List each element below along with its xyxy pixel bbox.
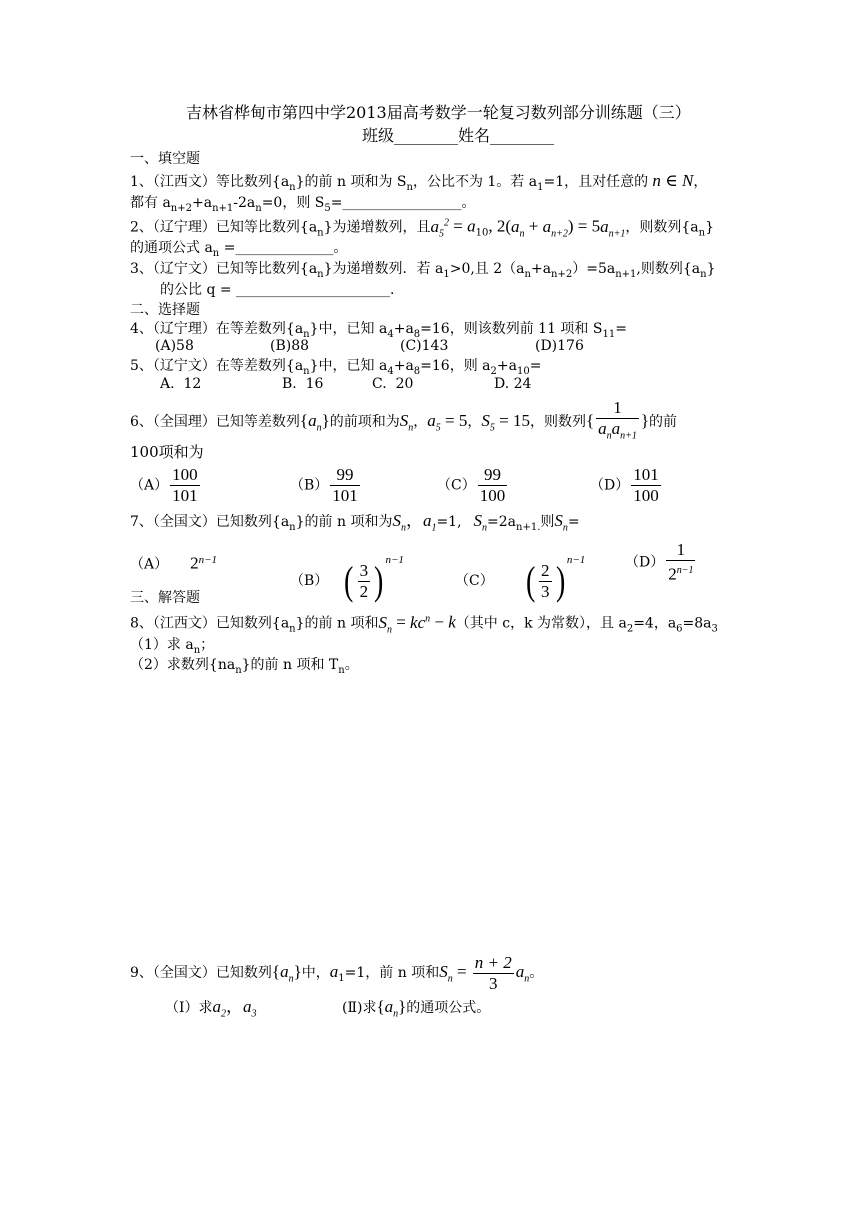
q5-option-b[interactable]: B. 16 xyxy=(282,376,324,392)
q6-option-d[interactable]: （D） $\frac{101}{100}$ xyxy=(590,465,659,505)
question-3: 3、（辽宁文）已知等比数列$\{a_n\}$为递增数列．若 $a_1>0$,且 $2(a_n+a_{n+2})=5a_{n+1}$,则数列$\{a_n\}$ xyxy=(130,261,716,280)
q7-option-b[interactable]: （B） ( $\frac{3}{2}$ ) $^{n-1}$ xyxy=(290,554,404,603)
name-class-line: 班级________姓名________ xyxy=(362,126,555,145)
section-solutions: 三、解答题 xyxy=(130,590,200,606)
page-title: 吉林省桦甸市第四中学2013届高考数学一轮复习数列部分训练题（三） xyxy=(186,103,691,122)
q4-option-c[interactable]: (C)143 xyxy=(400,338,449,354)
question-9: 9、（全国文）已知数列$\{a_n\}$中，$a_1=1$，前 n 项和$S_n$ = $\frac{n + 2}{3}$ $a_n$。 xyxy=(130,952,544,993)
q7-option-c[interactable]: （C） ( $\frac{2}{3}$ ) $^{n-1}$ xyxy=(455,554,586,603)
q6-option-b[interactable]: （B） $\frac{99}{101}$ xyxy=(290,465,358,505)
section-fill-blank: 一、填空题 xyxy=(130,151,200,167)
question-8: 8、（江西文）已知数列$\{a_n\}$的前 n 项和$S_n = kc^n - k$（其中 c，k 为常数），且 $a_2=4$，$a_6=8a_3$ xyxy=(130,612,718,636)
section-multiple-choice: 二、选择题 xyxy=(130,302,200,318)
question-2-line2: 的通项公式 $a_n$ =______________。 xyxy=(130,240,348,259)
q7-option-d[interactable]: （D） $\frac{1}{2^{n-1}}$ xyxy=(625,540,694,584)
question-4: 4、（辽宁理）在等差数列$\{a_n\}$中，已知 $a_4+a_8=16$，则该数列前 11 项和 $S_{11}=$ xyxy=(130,321,627,340)
q6-option-a[interactable]: （A） $\frac{100}{101}$ xyxy=(130,465,198,505)
q5-option-a[interactable]: A. 12 xyxy=(160,376,202,392)
q4-option-d[interactable]: (D)176 xyxy=(535,338,584,354)
q5-option-c[interactable]: C. 20 xyxy=(372,376,414,392)
question-1-line2: 都有 $a_{n+2}+a_{n+1}-2a_n=0$，则 $S_5=\_\_\_\_\_\_\_\_\_\_\_\_\_\_\_\_\_$。 xyxy=(130,195,476,214)
question-9-part-1: （Ⅰ）求$a_2$，$a_3$ xyxy=(165,997,257,1020)
q6-option-c[interactable]: （C） $\frac{99}{100}$ xyxy=(437,465,506,505)
question-8-part-2: （2）求数列$\{na_n\}$的前 n 项和 $T_n$。 xyxy=(130,657,359,676)
question-5: 5、（辽宁文）在等差数列$\{a_n\}$中，已知 $a_4+a_8=16$，则 $a_2+a_{10}=$ xyxy=(130,358,542,377)
q4-option-b[interactable]: (B)88 xyxy=(270,338,310,354)
q4-option-a[interactable]: (A)58 xyxy=(155,338,194,354)
question-2: 2、（辽宁理）已知等比数列$\{a_n\}$为递增数列，且$a_5^2 = a_{10}$, $2(a_n + a_{n+2}) = 5a_{n+1}$，则数列$\{a_n\}$ xyxy=(130,216,715,240)
q5-option-d[interactable]: D. 24 xyxy=(494,376,532,392)
q7-option-a[interactable]: （A） $2^{n-1}$ xyxy=(130,553,218,573)
question-7: 7、（全国文）已知数列$\{a_n\}$的前 n 项和为$S_n$，$a_1=1$, $S_n=2a_{n+1.}$则$S_n=$ xyxy=(130,511,580,534)
question-6: 6、（全国理）已知等差数列$\{a_n\}$的前项和为$S_n$，$a_5 = 5$，$S_5 = 15$，则数列{ $\frac{1}{a_na_{n+1}}$ }的前 xyxy=(130,398,678,442)
question-3-line2: 的公比 q = ______________________. xyxy=(160,282,395,298)
question-9-part-2: (Ⅱ)求$\{a_n\}$的通项公式。 xyxy=(342,997,491,1020)
question-6-line2: 100项和为 xyxy=(130,443,204,461)
question-1: 1、（江西文）等比数列$\{a_n\}$的前 n 项和为 $S_n$，公比不为 1。若 $a_1=1$，且对任意的 n ∈ N， xyxy=(130,171,708,193)
question-8-part-1: （1）求 $a_n$； xyxy=(130,637,215,656)
